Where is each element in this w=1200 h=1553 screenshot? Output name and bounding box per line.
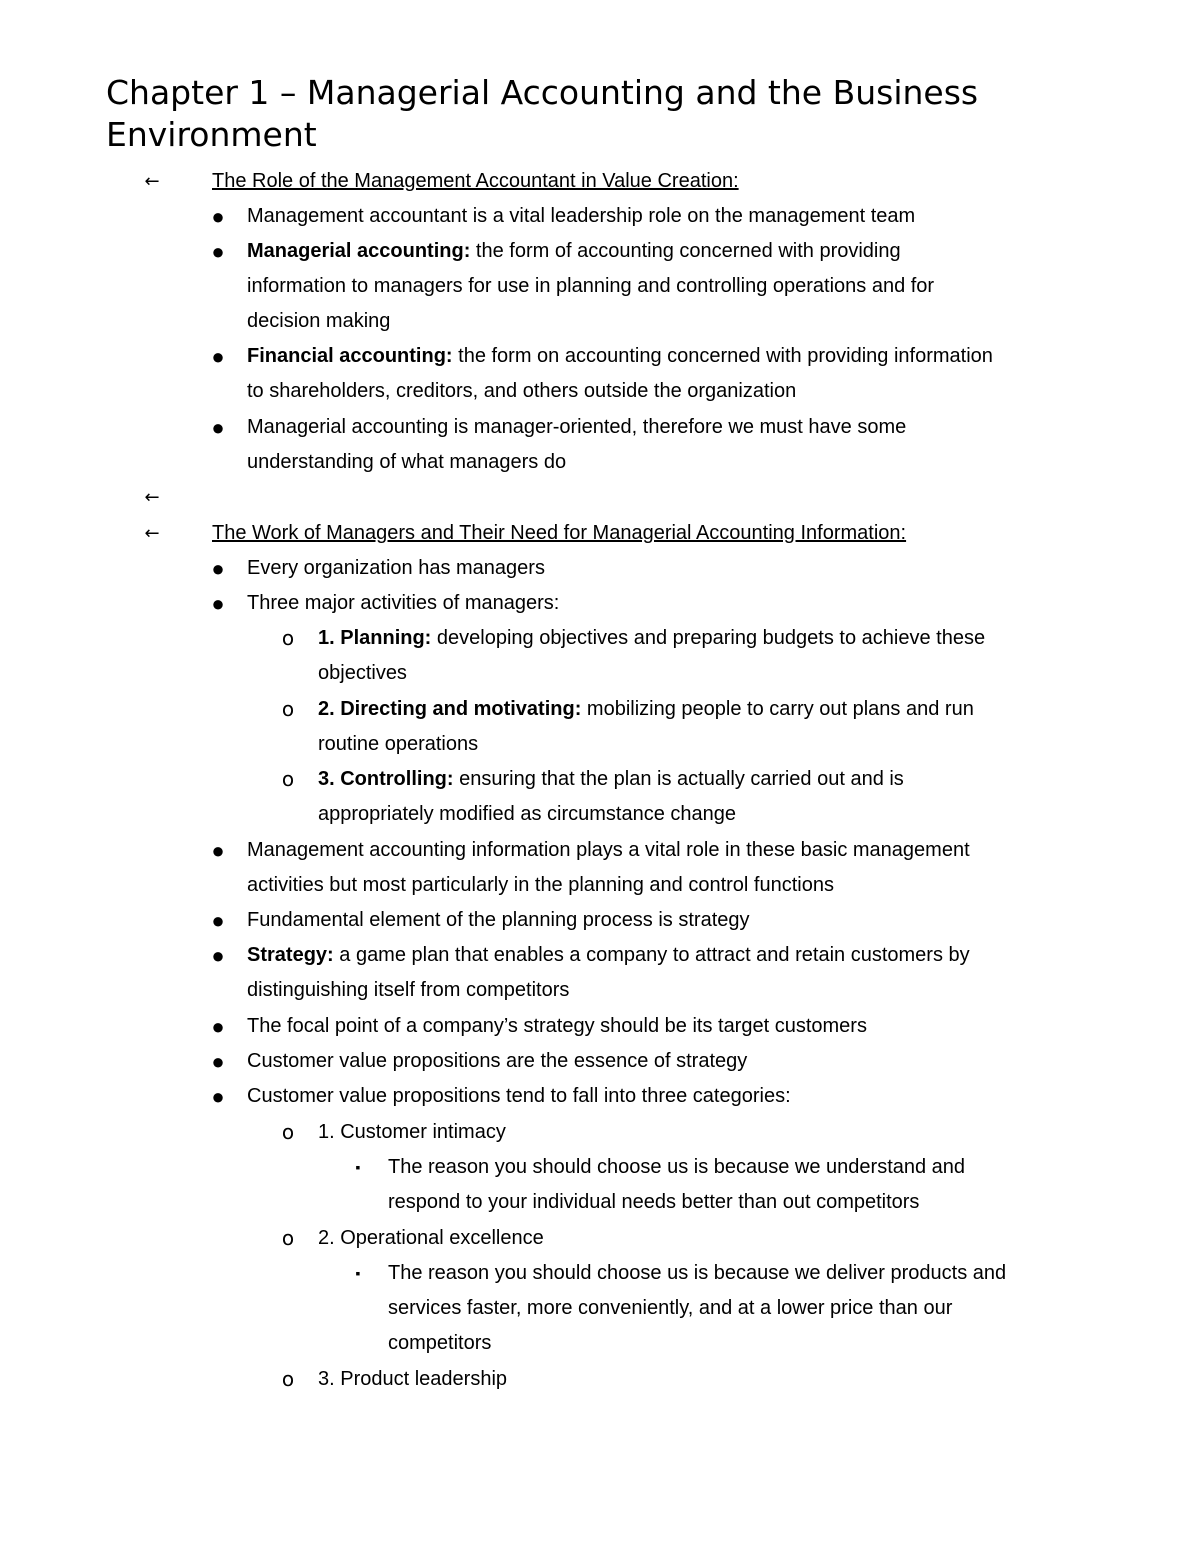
list-item: Customer value propositions tend to fall into three categories: [247, 1085, 791, 1107]
bullet-icon: ● [211, 204, 225, 229]
circle-bullet-icon: o [281, 626, 295, 650]
sub-list-item: 2. Operational excellence [318, 1227, 544, 1249]
list-item-text: developing objectives and preparing budgets to achieve these [431, 627, 986, 649]
list-item-continuation: decision making [247, 310, 391, 332]
bullet-icon: ● [211, 239, 225, 264]
arrow-icon: ← [144, 171, 160, 192]
bullet-icon: ● [211, 838, 225, 863]
bullet-icon: ● [211, 1014, 225, 1039]
square-bullet-icon: ▪ [355, 1265, 361, 1281]
list-item-continuation: appropriately modified as circumstance change [318, 803, 736, 825]
bullet-icon: ● [211, 1084, 225, 1109]
list-item [247, 938, 970, 973]
list-item [247, 234, 901, 269]
circle-bullet-icon: o [281, 1367, 295, 1391]
list-item-continuation: information to managers for use in planning and controlling operations and for [247, 275, 935, 297]
list-item: Managerial accounting is manager-oriented, therefore we must have some [247, 416, 907, 438]
list-item-continuation: routine operations [318, 733, 479, 755]
term-label: Managerial accounting: [247, 240, 471, 262]
sub-list-item [318, 692, 974, 727]
bullet-icon: ● [211, 344, 225, 369]
list-item-continuation: understanding of what managers do [247, 451, 567, 473]
list-item-continuation: services faster, more conveniently, and at a lower price than our [388, 1297, 953, 1319]
bullet-icon: ● [211, 591, 225, 616]
list-item-text: ensuring that the plan is actually carried out and is [453, 768, 904, 790]
list-item-text: the form of accounting concerned with providing [470, 240, 901, 262]
list-item-continuation: distinguishing itself from competitors [247, 979, 570, 1001]
arrow-icon: ← [144, 487, 160, 508]
list-item-continuation: objectives [318, 662, 407, 684]
list-item-text: mobilizing people to carry out plans and run [581, 698, 974, 720]
sub-list-item [318, 621, 985, 656]
term-label: 2. Directing and motivating: [318, 698, 582, 720]
arrow-icon: ← [144, 523, 160, 544]
list-item-text: a game plan that enables a company to attract and retain customers by [333, 944, 970, 966]
list-item-continuation: competitors [388, 1332, 492, 1354]
term-label: Strategy: [247, 944, 334, 966]
list-item-continuation: to shareholders, creditors, and others outside the organization [247, 380, 797, 402]
section-heading-work: The Work of Managers and Their Need for Managerial Accounting Information: [212, 522, 907, 544]
circle-bullet-icon: o [281, 697, 295, 721]
circle-bullet-icon: o [281, 1226, 295, 1250]
list-item: Every organization has managers [247, 557, 545, 579]
sub-sub-list-item: The reason you should choose us is because we deliver products and [388, 1262, 1007, 1284]
list-item-continuation: activities but most particularly in the planning and control functions [247, 874, 834, 896]
section-heading-role: The Role of the Management Accountant in Value Creation: [212, 170, 739, 192]
list-item: The focal point of a company’s strategy should be its target customers [247, 1015, 867, 1037]
page-title: Chapter 1 – Managerial Accounting and the Business Environment [106, 73, 979, 154]
square-bullet-icon: ▪ [355, 1159, 361, 1175]
sub-list-item: 1. Customer intimacy [318, 1121, 506, 1143]
list-item-text: the form on accounting concerned with providing information [452, 345, 993, 367]
circle-bullet-icon: o [281, 1120, 295, 1144]
list-item [247, 339, 993, 374]
sub-sub-list-item: The reason you should choose us is because we understand and [388, 1156, 966, 1178]
list-item: Management accounting information plays a vital role in these basic management [247, 839, 970, 861]
bullet-icon: ● [211, 1049, 225, 1074]
sub-list-item: 3. Product leadership [318, 1368, 508, 1390]
list-item: Three major activities of managers: [247, 592, 560, 614]
list-item: Fundamental element of the planning process is strategy [247, 909, 750, 931]
bullet-icon: ● [211, 415, 225, 440]
term-label: 1. Planning: [318, 627, 432, 649]
list-item: Management accountant is a vital leadership role on the management team [247, 205, 916, 227]
bullet-icon: ● [211, 943, 225, 968]
sub-list-item [318, 762, 904, 797]
list-item: Customer value propositions are the essence of strategy [247, 1050, 748, 1072]
bullet-icon: ● [211, 908, 225, 933]
circle-bullet-icon: o [281, 767, 295, 791]
list-item-continuation: respond to your individual needs better than out competitors [388, 1191, 920, 1213]
term-label: 3. Controlling: [318, 768, 454, 790]
bullet-icon: ● [211, 556, 225, 581]
term-label: Financial accounting: [247, 345, 453, 367]
